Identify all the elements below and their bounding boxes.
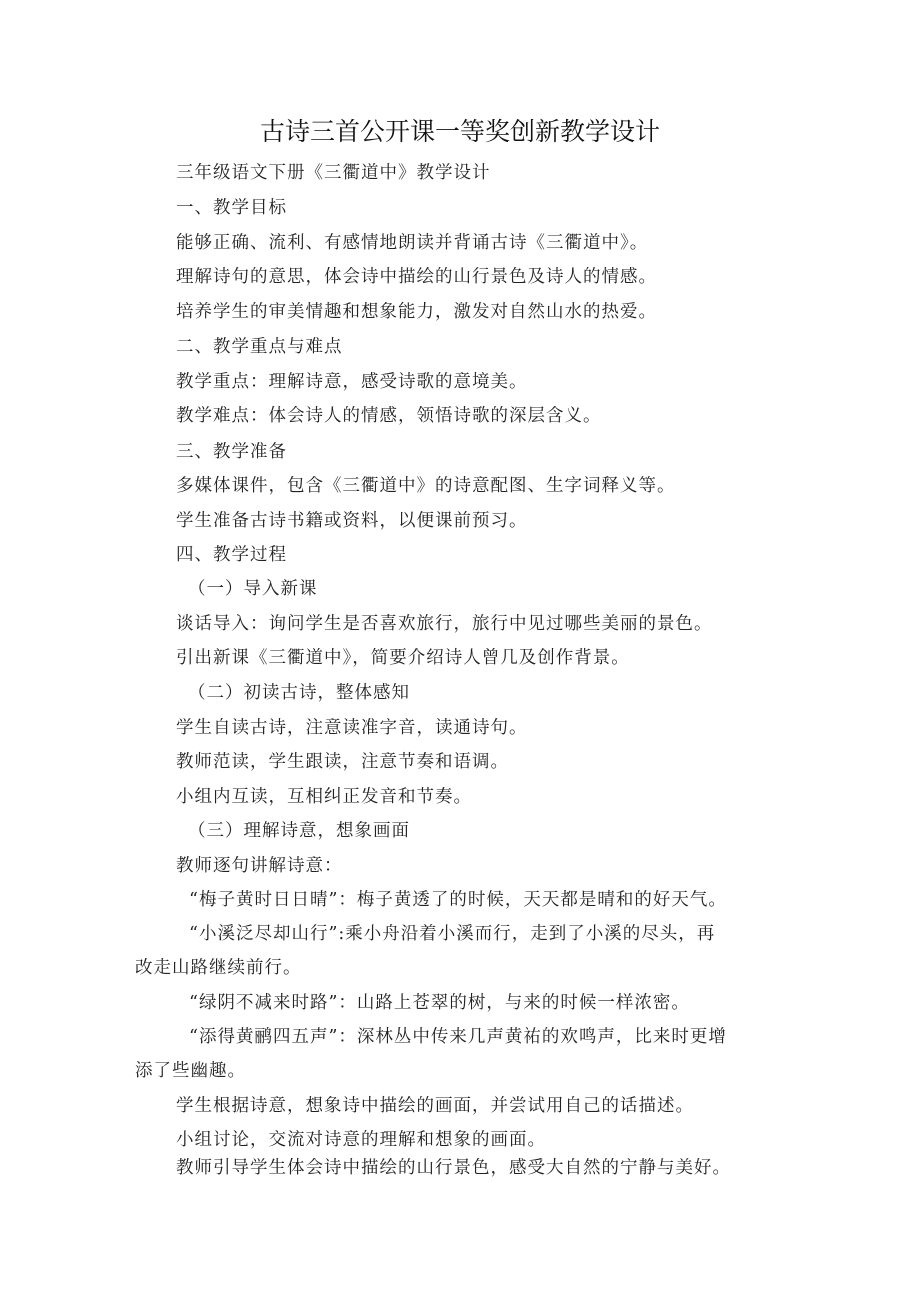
poem-line-explanation-continued: 添了些幽趣。 bbox=[135, 1061, 246, 1081]
section-1-heading: 一、教学目标 bbox=[176, 198, 287, 218]
process-item: 教师范读，学生跟读，注意节奏和语调。 bbox=[176, 752, 509, 772]
poem-line-explanation-continued: 改走山路继续前行。 bbox=[135, 958, 302, 978]
section-3-heading: 三、教学准备 bbox=[176, 442, 287, 462]
key-point-item: 教学重点：理解诗意，感受诗歌的意境美。 bbox=[176, 372, 528, 392]
objective-item: 能够正确、流利、有感情地朗读并背诵古诗《三衢道中》。 bbox=[176, 233, 649, 253]
page-title: 古诗三首公开课一等奖创新教学设计 bbox=[259, 117, 660, 146]
poem-line-explanation: “梅子黄时日日晴”：梅子黄透了的时候，天天都是晴和的好天气。 bbox=[189, 890, 727, 910]
subtitle: 三年级语文下册《三衢道中》教学设计 bbox=[176, 163, 491, 183]
process-item: 学生根据诗意，想象诗中描绘的画面，并尝试用自己的话描述。 bbox=[176, 1096, 694, 1116]
subsection-heading: （一）导入新课 bbox=[188, 579, 318, 599]
process-item: 小组讨论，交流对诗意的理解和想象的画面。 bbox=[176, 1130, 546, 1150]
process-item: 教师逐句讲解诗意： bbox=[176, 856, 343, 876]
preparation-item: 学生准备古诗书籍或资料，以便课前预习。 bbox=[176, 511, 528, 531]
subsection-heading: （二）初读古诗，整体感知 bbox=[188, 683, 410, 703]
poem-line-explanation: “添得黄鹂四五声”：深林丛中传来几声黄祐的欢鸣声，比来时更增 bbox=[189, 1027, 727, 1047]
process-item: 学生自读古诗，注意读准字音，读通诗句。 bbox=[176, 718, 528, 738]
poem-line-explanation: “小溪泛尽却山行”:乘小舟沿着小溪而行，走到了小溪的尽头，再 bbox=[189, 924, 716, 944]
process-item: 教师引导学生体会诗中描绘的山行景色，感受大自然的宁静与美好。 bbox=[176, 1158, 731, 1178]
process-item: 引出新课《三衢道中》，简要介绍诗人曾几及创作背景。 bbox=[176, 648, 630, 668]
process-item: 小组内互读，互相纠正发音和节奏。 bbox=[176, 787, 472, 807]
subsection-heading: （三）理解诗意，想象画面 bbox=[188, 821, 410, 841]
section-2-heading: 二、教学重点与难点 bbox=[176, 337, 343, 357]
process-item: 谈话导入：询问学生是否喜欢旅行，旅行中见过哪些美丽的景色。 bbox=[176, 614, 713, 634]
objective-item: 理解诗句的意思，体会诗中描绘的山行景色及诗人的情感。 bbox=[176, 267, 657, 287]
poem-line-explanation: “绿阴不减来时路”：山路上苍翠的树，与来的时候一样浓密。 bbox=[189, 993, 690, 1013]
section-4-heading: 四、教学过程 bbox=[176, 545, 287, 565]
key-point-item: 教学难点：体会诗人的情感，领悟诗歌的深层含义。 bbox=[176, 406, 602, 426]
objective-item: 培养学生的审美情趣和想象能力，激发对自然山水的热爱。 bbox=[176, 302, 657, 322]
preparation-item: 多媒体课件，包含《三衢道中》的诗意配图、生字词释义等。 bbox=[176, 476, 676, 496]
